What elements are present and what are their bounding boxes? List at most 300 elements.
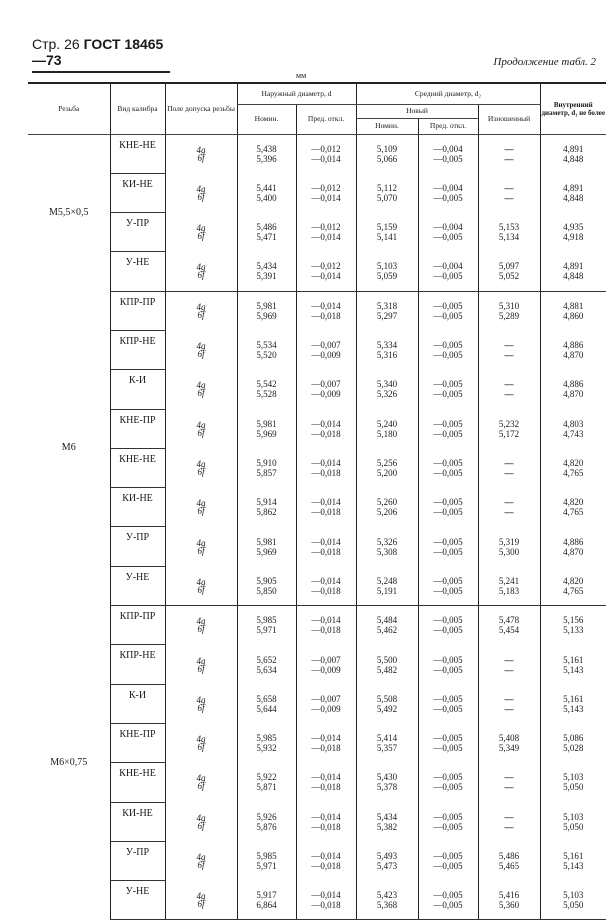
- pitch-nominal: 5,191: [357, 586, 418, 596]
- pitch-worn: —: [479, 183, 540, 193]
- units-label: мм: [296, 71, 306, 80]
- outer-nominal-cell: [237, 173, 296, 212]
- pitch-nominal: 5,103: [357, 261, 418, 271]
- inner-diameter: 4,765: [541, 586, 606, 596]
- outer-nominal: 5,396: [238, 154, 296, 164]
- pitch-deviation-cell: [418, 448, 478, 487]
- pitch-worn-cell: [478, 566, 540, 605]
- tolerance-value: 4g: [166, 303, 237, 311]
- pitch-deviation: —0,005: [419, 625, 478, 635]
- outer-nominal: 5,434: [238, 261, 296, 271]
- pitch-worn: 5,300: [479, 547, 540, 557]
- outer-deviation: —0,018: [297, 507, 356, 517]
- outer-nominal: 5,391: [238, 271, 296, 281]
- tolerance-field: [165, 488, 237, 527]
- outer-deviation-cell: [296, 566, 356, 605]
- pitch-nominal-cell: [356, 488, 418, 527]
- outer-nominal-cell: [237, 488, 296, 527]
- outer-deviation: —0,014: [297, 733, 356, 743]
- pitch-worn-cell: [478, 252, 540, 291]
- pitch-nominal-cell: [356, 645, 418, 684]
- pitch-worn-cell: [478, 763, 540, 802]
- tolerance-value: 4g: [166, 146, 237, 154]
- outer-deviation-cell: [296, 370, 356, 409]
- outer-nominal: 5,534: [238, 340, 296, 350]
- outer-deviation: —0,014: [297, 154, 356, 164]
- pitch-deviation-cell: [418, 134, 478, 173]
- gauge-type: У-НЕ: [110, 252, 165, 291]
- pitch-nominal-cell: [356, 606, 418, 645]
- pitch-nominal-cell: [356, 370, 418, 409]
- pitch-worn: —: [479, 812, 540, 822]
- tolerance-value: 4g: [166, 892, 237, 900]
- thread-designation: M6×0,75: [28, 606, 110, 920]
- pitch-worn: 5,465: [479, 861, 540, 871]
- pitch-worn-cell: [478, 723, 540, 762]
- outer-nominal: 5,971: [238, 625, 296, 635]
- inner-diameter-cell: [540, 409, 606, 448]
- outer-nominal: 5,910: [238, 458, 296, 468]
- outer-deviation: —0,018: [297, 861, 356, 871]
- tolerance-value: 6f: [166, 468, 237, 476]
- pitch-worn: 5,289: [479, 311, 540, 321]
- pitch-deviation-cell: [418, 684, 478, 723]
- inner-diameter-cell: [540, 370, 606, 409]
- pitch-nominal: 5,382: [357, 822, 418, 832]
- pitch-nominal: 5,308: [357, 547, 418, 557]
- outer-nominal-cell: [237, 409, 296, 448]
- outer-nominal-cell: [237, 802, 296, 841]
- pitch-nominal-cell: [356, 802, 418, 841]
- pitch-deviation: —0,005: [419, 782, 478, 792]
- table-row: [28, 370, 606, 409]
- pitch-worn-cell: [478, 291, 540, 330]
- outer-nominal: 5,528: [238, 389, 296, 399]
- col-outer-diameter: Наружный диаметр, d: [237, 83, 356, 104]
- inner-diameter: 4,820: [541, 576, 606, 586]
- inner-diameter: 4,870: [541, 389, 606, 399]
- pitch-nominal-cell: [356, 291, 418, 330]
- pitch-deviation: —0,005: [419, 851, 478, 861]
- inner-diameter: 5,143: [541, 704, 606, 714]
- pitch-worn: —: [479, 389, 540, 399]
- pitch-nominal-cell: [356, 448, 418, 487]
- tolerance-value: 6f: [166, 586, 237, 594]
- outer-deviation-cell: [296, 881, 356, 920]
- inner-diameter: 5,161: [541, 694, 606, 704]
- tolerance-value: 6f: [166, 193, 237, 201]
- outer-nominal: 5,542: [238, 379, 296, 389]
- inner-diameter: 4,886: [541, 537, 606, 547]
- outer-deviation: —0,014: [297, 419, 356, 429]
- outer-deviation: —0,009: [297, 389, 356, 399]
- pitch-deviation: —0,005: [419, 861, 478, 871]
- pitch-deviation-cell: [418, 291, 478, 330]
- pitch-nominal: 5,423: [357, 890, 418, 900]
- pitch-nominal: 5,334: [357, 340, 418, 350]
- col-pitch-worn: Изношенный: [478, 104, 540, 134]
- pitch-nominal: 5,482: [357, 665, 418, 675]
- inner-diameter: 5,103: [541, 772, 606, 782]
- pitch-nominal: 5,430: [357, 772, 418, 782]
- outer-deviation: —0,014: [297, 301, 356, 311]
- table-row: [28, 645, 606, 684]
- pitch-worn: 5,232: [479, 419, 540, 429]
- pitch-nominal: 5,260: [357, 497, 418, 507]
- outer-deviation: —0,018: [297, 743, 356, 753]
- pitch-worn: 5,134: [479, 232, 540, 242]
- pitch-nominal: 5,326: [357, 537, 418, 547]
- pitch-deviation-cell: [418, 213, 478, 252]
- tolerance-value: 6f: [166, 743, 237, 751]
- outer-deviation: —0,009: [297, 350, 356, 360]
- pitch-worn: —: [479, 665, 540, 675]
- col-pitch-dev: Пред. откл.: [418, 118, 478, 134]
- outer-deviation: —0,018: [297, 547, 356, 557]
- tolerance-value: 6f: [166, 232, 237, 240]
- tolerance-value: 4g: [166, 696, 237, 704]
- tolerance-field: [165, 330, 237, 369]
- tolerance-value: 4g: [166, 657, 237, 665]
- pitch-deviation: —0,005: [419, 586, 478, 596]
- pitch-deviation: —0,005: [419, 822, 478, 832]
- outer-deviation-cell: [296, 841, 356, 880]
- inner-diameter: 4,891: [541, 183, 606, 193]
- tolerance-field: [165, 566, 237, 605]
- col-outer-dev: Пред. откл.: [296, 104, 356, 134]
- outer-nominal: 5,400: [238, 193, 296, 203]
- pitch-deviation-cell: [418, 252, 478, 291]
- table-row: [28, 566, 606, 605]
- outer-deviation: —0,018: [297, 782, 356, 792]
- tolerance-value: 6f: [166, 704, 237, 712]
- pitch-deviation-cell: [418, 841, 478, 880]
- outer-nominal-cell: [237, 330, 296, 369]
- tolerance-value: 4g: [166, 617, 237, 625]
- pitch-deviation: —0,005: [419, 507, 478, 517]
- outer-deviation-cell: [296, 291, 356, 330]
- outer-nominal: 5,857: [238, 468, 296, 478]
- inner-diameter-cell: [540, 684, 606, 723]
- pitch-worn-cell: [478, 802, 540, 841]
- outer-nominal: 5,876: [238, 822, 296, 832]
- pitch-nominal: 5,240: [357, 419, 418, 429]
- outer-nominal: 5,971: [238, 861, 296, 871]
- outer-nominal: 5,652: [238, 655, 296, 665]
- inner-diameter-cell: [540, 134, 606, 173]
- outer-deviation-cell: [296, 645, 356, 684]
- pitch-deviation: —0,004: [419, 261, 478, 271]
- table-row: [28, 213, 606, 252]
- pitch-worn: 5,349: [479, 743, 540, 753]
- col-tolerance: Поле допуска резьбы: [165, 83, 237, 134]
- pitch-deviation-cell: [418, 881, 478, 920]
- tolerance-field: [165, 409, 237, 448]
- outer-deviation-cell: [296, 134, 356, 173]
- pitch-worn: —: [479, 694, 540, 704]
- pitch-deviation-cell: [418, 488, 478, 527]
- outer-nominal: 5,471: [238, 232, 296, 242]
- gauge-type: КПР-НЕ: [110, 330, 165, 369]
- col-thread: Резьба: [28, 83, 110, 134]
- pitch-deviation: —0,005: [419, 772, 478, 782]
- pitch-worn-cell: [478, 841, 540, 880]
- pitch-worn: 5,310: [479, 301, 540, 311]
- pitch-deviation: —0,004: [419, 222, 478, 232]
- inner-diameter: 5,133: [541, 625, 606, 635]
- tolerance-value: 4g: [166, 342, 237, 350]
- pitch-nominal: 5,414: [357, 733, 418, 743]
- outer-nominal-cell: [237, 723, 296, 762]
- pitch-nominal: 5,206: [357, 507, 418, 517]
- thread-designation: M6: [28, 291, 110, 605]
- outer-nominal-cell: [237, 370, 296, 409]
- pitch-worn-cell: [478, 370, 540, 409]
- pitch-nominal: 5,473: [357, 861, 418, 871]
- tolerance-value: 4g: [166, 578, 237, 586]
- gauge-type: КНЕ-НЕ: [110, 763, 165, 802]
- gauge-type: У-ПР: [110, 527, 165, 566]
- inner-diameter: 4,891: [541, 261, 606, 271]
- gauge-type: КИ-НЕ: [110, 173, 165, 212]
- inner-diameter: 5,050: [541, 782, 606, 792]
- outer-nominal: 5,969: [238, 547, 296, 557]
- gauge-type: КИ-НЕ: [110, 802, 165, 841]
- pitch-worn: —: [479, 144, 540, 154]
- pitch-worn: 5,416: [479, 890, 540, 900]
- tolerance-value: 6f: [166, 271, 237, 279]
- pitch-worn: 5,319: [479, 537, 540, 547]
- outer-nominal: 5,634: [238, 665, 296, 675]
- pitch-worn: 5,486: [479, 851, 540, 861]
- table-row: [28, 723, 606, 762]
- pitch-worn: 5,360: [479, 900, 540, 910]
- table-continuation-note: Продолжение табл. 2: [493, 56, 596, 68]
- tolerance-field: [165, 370, 237, 409]
- pitch-deviation: —0,004: [419, 183, 478, 193]
- inner-diameter-cell: [540, 213, 606, 252]
- outer-deviation: —0,012: [297, 261, 356, 271]
- outer-deviation-cell: [296, 684, 356, 723]
- outer-nominal-cell: [237, 291, 296, 330]
- outer-nominal: 5,926: [238, 812, 296, 822]
- pitch-worn-cell: [478, 881, 540, 920]
- inner-diameter-cell: [540, 527, 606, 566]
- inner-diameter-cell: [540, 802, 606, 841]
- pitch-deviation: —0,005: [419, 468, 478, 478]
- pitch-nominal-cell: [356, 330, 418, 369]
- table-row: [28, 881, 606, 920]
- gauge-type: КПР-НЕ: [110, 645, 165, 684]
- col-pitch-diameter: Средний диаметр, d₂: [356, 83, 540, 104]
- pitch-deviation-cell: [418, 330, 478, 369]
- table-row: [28, 527, 606, 566]
- pitch-deviation: —0,005: [419, 311, 478, 321]
- inner-diameter: 4,870: [541, 547, 606, 557]
- table-row: [28, 488, 606, 527]
- tolerance-value: 4g: [166, 814, 237, 822]
- outer-nominal-cell: [237, 252, 296, 291]
- pitch-nominal: 5,248: [357, 576, 418, 586]
- outer-nominal: 5,932: [238, 743, 296, 753]
- pitch-deviation: —0,005: [419, 547, 478, 557]
- pitch-worn-cell: [478, 448, 540, 487]
- outer-deviation: —0,018: [297, 900, 356, 910]
- outer-deviation: —0,012: [297, 144, 356, 154]
- tolerance-value: 6f: [166, 311, 237, 319]
- tolerance-field: [165, 881, 237, 920]
- outer-deviation-cell: [296, 448, 356, 487]
- table-row: [28, 606, 606, 645]
- outer-deviation: —0,007: [297, 655, 356, 665]
- outer-nominal: 5,985: [238, 615, 296, 625]
- outer-deviation: —0,012: [297, 183, 356, 193]
- pitch-nominal: 5,340: [357, 379, 418, 389]
- tolerance-value: 6f: [166, 429, 237, 437]
- table-row: [28, 763, 606, 802]
- outer-deviation: —0,012: [297, 222, 356, 232]
- pitch-deviation-cell: [418, 645, 478, 684]
- outer-nominal-cell: [237, 606, 296, 645]
- pitch-worn: —: [479, 497, 540, 507]
- outer-deviation-cell: [296, 527, 356, 566]
- outer-nominal: 5,871: [238, 782, 296, 792]
- outer-deviation: —0,009: [297, 665, 356, 675]
- outer-nominal: 5,985: [238, 733, 296, 743]
- pitch-nominal: 5,059: [357, 271, 418, 281]
- col-gauge: Вид калибра: [110, 83, 165, 134]
- pitch-worn: —: [479, 772, 540, 782]
- inner-diameter: 5,103: [541, 812, 606, 822]
- pitch-deviation: —0,005: [419, 812, 478, 822]
- pitch-deviation: —0,005: [419, 537, 478, 547]
- pitch-deviation-cell: [418, 566, 478, 605]
- tolerance-value: 6f: [166, 389, 237, 397]
- outer-nominal-cell: [237, 213, 296, 252]
- table-row: [28, 173, 606, 212]
- pitch-deviation: —0,005: [419, 497, 478, 507]
- pitch-worn-cell: [478, 330, 540, 369]
- gauge-type: КНЕ-ПР: [110, 409, 165, 448]
- outer-deviation: —0,014: [297, 615, 356, 625]
- tolerance-field: [165, 134, 237, 173]
- tolerance-value: 6f: [166, 547, 237, 555]
- gauge-type: КНЕ-НЕ: [110, 134, 165, 173]
- outer-nominal-cell: [237, 684, 296, 723]
- gauge-type: У-ПР: [110, 841, 165, 880]
- pitch-deviation: —0,005: [419, 340, 478, 350]
- outer-nominal: 5,917: [238, 890, 296, 900]
- pitch-deviation-cell: [418, 802, 478, 841]
- col-pitch-new: Новый: [356, 104, 478, 118]
- tolerance-field: [165, 841, 237, 880]
- pitch-worn-cell: [478, 606, 540, 645]
- pitch-worn: 5,454: [479, 625, 540, 635]
- tolerance-value: 4g: [166, 774, 237, 782]
- tolerance-value: 4g: [166, 263, 237, 271]
- outer-deviation: —0,014: [297, 812, 356, 822]
- tolerance-value: 4g: [166, 539, 237, 547]
- inner-diameter: 4,886: [541, 379, 606, 389]
- inner-diameter: 5,161: [541, 655, 606, 665]
- inner-diameter: 4,891: [541, 144, 606, 154]
- pitch-deviation: —0,004: [419, 144, 478, 154]
- outer-deviation-cell: [296, 409, 356, 448]
- gauge-type: КНЕ-НЕ: [110, 448, 165, 487]
- pitch-worn: —: [479, 193, 540, 203]
- tolerance-field: [165, 606, 237, 645]
- pitch-deviation: —0,005: [419, 154, 478, 164]
- tolerance-value: 4g: [166, 853, 237, 861]
- pitch-deviation: —0,005: [419, 743, 478, 753]
- outer-deviation: —0,014: [297, 271, 356, 281]
- pitch-worn: 5,172: [479, 429, 540, 439]
- outer-nominal: 5,914: [238, 497, 296, 507]
- pitch-deviation: —0,005: [419, 301, 478, 311]
- pitch-worn: —: [479, 468, 540, 478]
- pitch-deviation: —0,005: [419, 900, 478, 910]
- inner-diameter: 5,143: [541, 665, 606, 675]
- pitch-nominal-cell: [356, 213, 418, 252]
- table-row: [28, 841, 606, 880]
- outer-deviation-cell: [296, 802, 356, 841]
- outer-nominal-cell: [237, 566, 296, 605]
- pitch-deviation: —0,005: [419, 704, 478, 714]
- table-row: [28, 134, 606, 173]
- pitch-deviation: —0,005: [419, 379, 478, 389]
- outer-deviation-cell: [296, 213, 356, 252]
- outer-deviation: —0,014: [297, 193, 356, 203]
- inner-diameter: 4,935: [541, 222, 606, 232]
- outer-deviation-cell: [296, 763, 356, 802]
- inner-diameter-cell: [540, 252, 606, 291]
- inner-diameter: 4,848: [541, 193, 606, 203]
- tolerance-value: 6f: [166, 782, 237, 790]
- gauge-type: У-НЕ: [110, 566, 165, 605]
- tolerance-value: 6f: [166, 154, 237, 162]
- pitch-nominal: 5,180: [357, 429, 418, 439]
- inner-diameter-cell: [540, 723, 606, 762]
- outer-nominal: 5,969: [238, 429, 296, 439]
- pitch-worn: 5,408: [479, 733, 540, 743]
- gauge-type: КИ-НЕ: [110, 488, 165, 527]
- inner-diameter: 5,050: [541, 900, 606, 910]
- pitch-worn: —: [479, 507, 540, 517]
- pitch-worn: —: [479, 458, 540, 468]
- outer-nominal: 5,438: [238, 144, 296, 154]
- pitch-nominal: 5,434: [357, 812, 418, 822]
- tolerance-value: 4g: [166, 224, 237, 232]
- pitch-nominal: 5,066: [357, 154, 418, 164]
- inner-diameter-cell: [540, 881, 606, 920]
- inner-diameter: 4,848: [541, 271, 606, 281]
- pitch-deviation: —0,005: [419, 193, 478, 203]
- pitch-nominal: 5,256: [357, 458, 418, 468]
- thread-designation: M5,5×0,5: [28, 134, 110, 291]
- pitch-deviation: —0,005: [419, 232, 478, 242]
- outer-nominal: 5,969: [238, 311, 296, 321]
- pitch-nominal-cell: [356, 173, 418, 212]
- pitch-worn: —: [479, 655, 540, 665]
- tolerance-field: [165, 723, 237, 762]
- pitch-nominal: 5,357: [357, 743, 418, 753]
- inner-diameter: 4,743: [541, 429, 606, 439]
- inner-diameter-cell: [540, 173, 606, 212]
- outer-nominal: 5,658: [238, 694, 296, 704]
- pitch-nominal-cell: [356, 723, 418, 762]
- pitch-deviation: —0,005: [419, 458, 478, 468]
- gauge-type: КПР-ПР: [110, 291, 165, 330]
